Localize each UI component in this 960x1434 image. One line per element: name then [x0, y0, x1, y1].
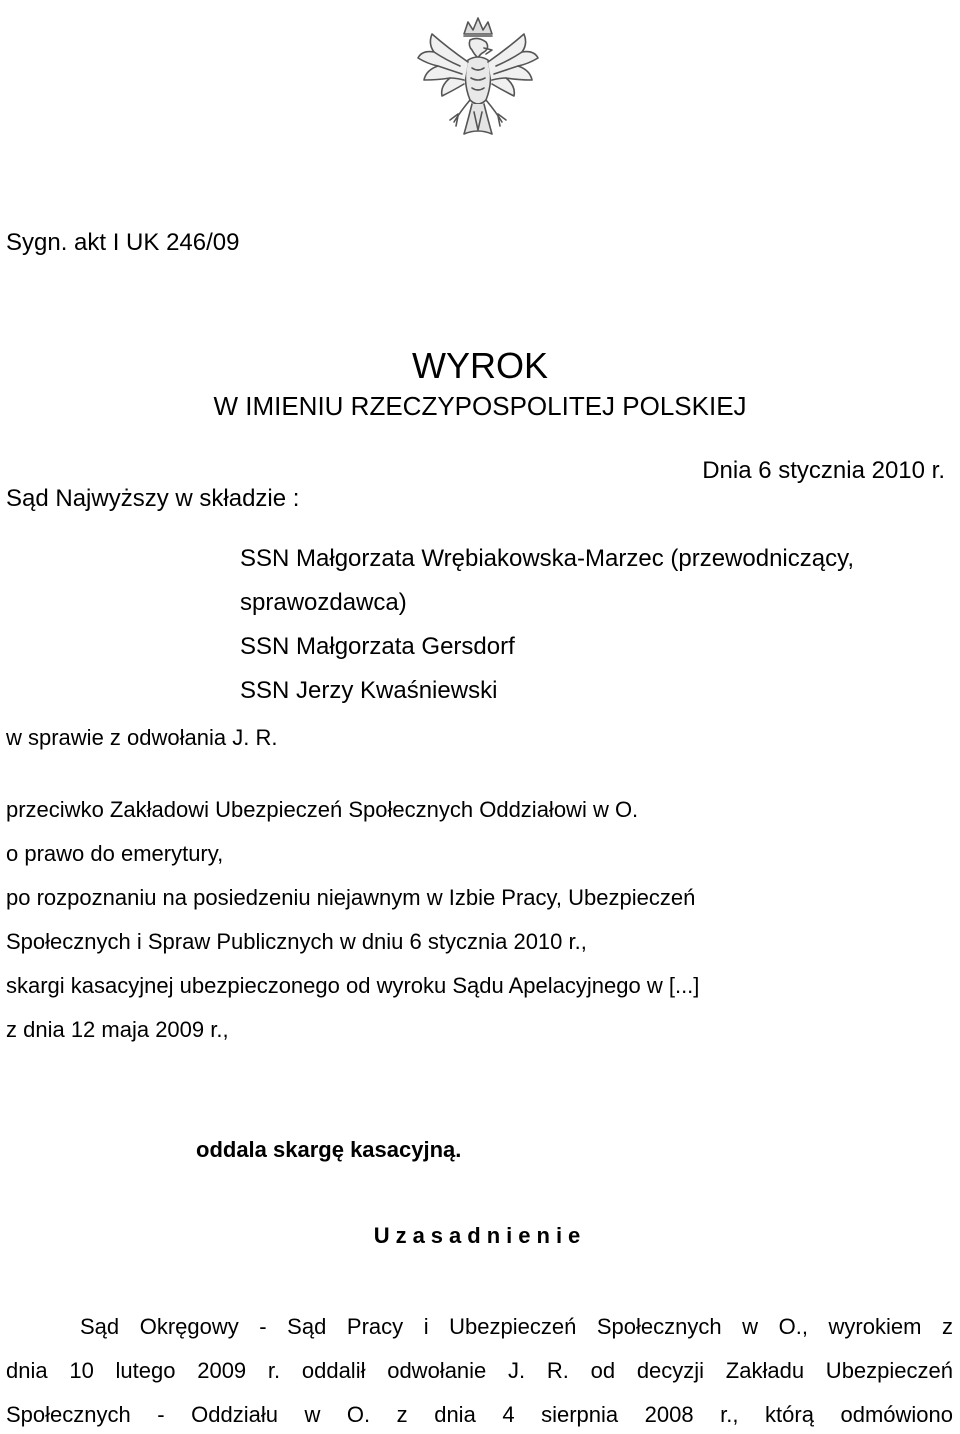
case-signature: Sygn. akt I UK 246/09: [6, 229, 240, 256]
judge-line: SSN Małgorzata Gersdorf: [240, 633, 515, 660]
justification-line: dnia 10 lutego 2009 r. oddalił odwołanie J. R. od decyzji Zakładu Ubezpieczeń: [6, 1358, 953, 1383]
justification-heading: Uzasadnienie: [373, 1223, 587, 1248]
document-subtitle: W IMIENIU RZECZYPOSPOLITEJ POLSKIEJ: [213, 391, 747, 421]
justification-line: Sąd Okręgowy - Sąd Pracy i Ubezpieczeń Społecznych w O., wyrokiem z: [80, 1314, 953, 1339]
polish-eagle-emblem: [398, 8, 558, 168]
judge-line: SSN Małgorzata Wrębiakowska-Marzec (przewodniczący,: [240, 545, 854, 572]
case-line: w sprawie z odwołania J. R.: [6, 725, 278, 750]
case-line: przeciwko Zakładowi Ubezpieczeń Społecznych Oddziałowi w O.: [6, 797, 639, 822]
case-line: Społecznych i Spraw Publicznych w dniu 6 stycznia 2010 r.,: [6, 929, 587, 954]
judge-line: SSN Jerzy Kwaśniewski: [240, 677, 498, 704]
case-line: po rozpoznaniu na posiedzeniu niejawnym w Izbie Pracy, Ubezpieczeń: [6, 885, 696, 910]
justification-line: Społecznych - Oddziału w O. z dnia 4 sierpnia 2008 r., którą odmówiono: [6, 1402, 953, 1427]
case-line: o prawo do emerytury,: [6, 841, 224, 866]
case-line: z dnia 12 maja 2009 r.,: [6, 1017, 229, 1042]
judgment-date: Dnia 6 stycznia 2010 r.: [702, 457, 945, 484]
verdict: oddala skargę kasacyjną.: [196, 1137, 462, 1162]
judge-line: sprawozdawca): [240, 589, 407, 616]
case-line: skargi kasacyjnej ubezpieczonego od wyroku Sądu Apelacyjnego w [...]: [6, 973, 700, 998]
document-title: WYROK: [411, 345, 548, 386]
court-composition-label: Sąd Najwyższy w składzie :: [6, 485, 300, 512]
